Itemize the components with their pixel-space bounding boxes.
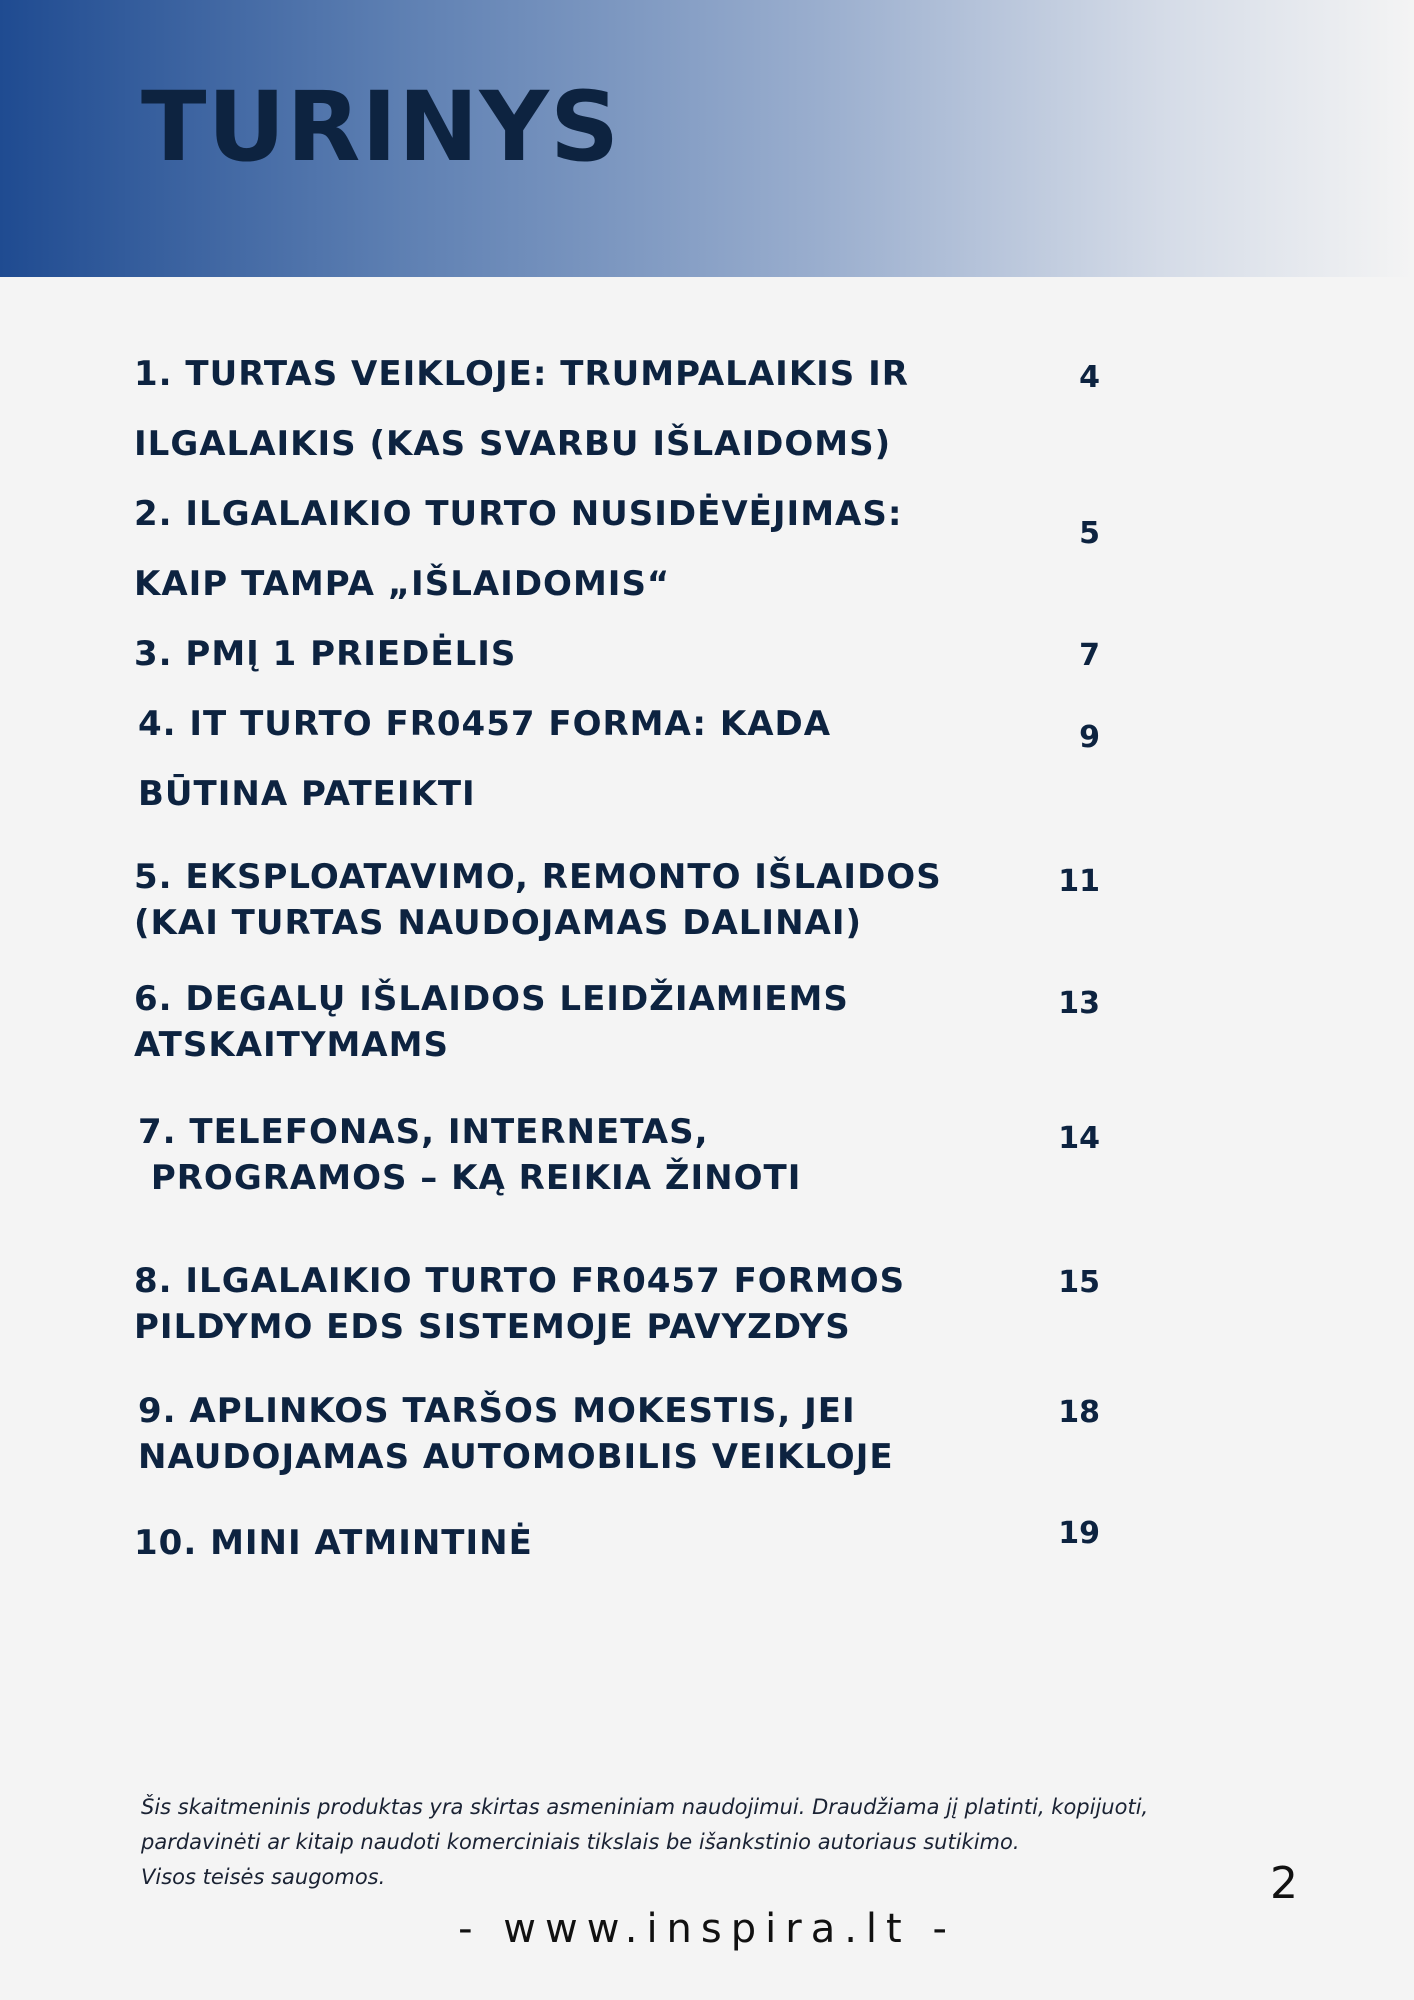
toc-page-number: 14	[1058, 1121, 1100, 1156]
toc-page-number: 4	[1079, 360, 1100, 395]
toc-entry-title: NAUDOJAMAS AUTOMOBILIS VEIKLOJE	[138, 1437, 894, 1477]
disclaimer-line: Visos teisės saugomos.	[141, 1865, 386, 1889]
toc-page-number: 9	[1079, 720, 1100, 755]
toc-page-number: 5	[1079, 516, 1100, 551]
toc-entry-title: 4. IT TURTO FR0457 FORMA: KADA	[138, 704, 832, 744]
toc-entry-title: 10. MINI ATMINTINĖ	[134, 1523, 533, 1563]
toc-entry-title: ATSKAITYMAMS	[134, 1025, 449, 1065]
toc-page-number: 7	[1079, 638, 1100, 673]
toc-entry-title: 3. PMĮ 1 PRIEDĖLIS	[134, 634, 517, 674]
disclaimer-line: Šis skaitmeninis produktas yra skirtas asmeniniam naudojimui. Draudžiama jį platinti, kopijuoti,	[141, 1795, 1149, 1819]
toc-entry-title: 5. EKSPLOATAVIMO, REMONTO IŠLAIDOS	[134, 857, 942, 897]
disclaimer-line: pardavinėti ar kitaip naudoti komerciniais tikslais be išankstinio autoriaus sutikimo.	[141, 1830, 1020, 1854]
toc-entry-title: 7. TELEFONAS, INTERNETAS,	[138, 1112, 709, 1152]
toc-entry-title: PILDYMO EDS SISTEMOJE PAVYZDYS	[134, 1307, 851, 1347]
toc-entry-title: 1. TURTAS VEIKLOJE: TRUMPALAIKIS IR	[134, 354, 909, 394]
toc-page-number: 15	[1058, 1265, 1100, 1300]
page-title: TURINYS	[141, 71, 621, 183]
copyright-disclaimer	[141, 1790, 1261, 1895]
toc-entry-title: 2. ILGALAIKIO TURTO NUSIDĖVĖJIMAS:	[134, 494, 903, 534]
toc-entry-title: 8. ILGALAIKIO TURTO FR0457 FORMOS	[134, 1261, 906, 1301]
toc-entry-title: KAIP TAMPA „IŠLAIDOMIS“	[134, 564, 671, 604]
toc-page-number: 19	[1058, 1516, 1100, 1551]
toc-page-number: 18	[1058, 1395, 1100, 1430]
toc-page-number: 13	[1058, 986, 1100, 1021]
toc-entry-title: PROGRAMOS – KĄ REIKIA ŽINOTI	[138, 1158, 802, 1198]
toc-page-number: 11	[1058, 864, 1100, 899]
toc-entry-title: BŪTINA PATEIKTI	[138, 774, 476, 814]
toc-entry-title: (KAI TURTAS NAUDOJAMAS DALINAI)	[134, 903, 863, 943]
toc-entry-title: 9. APLINKOS TARŠOS MOKESTIS, JEI	[138, 1391, 856, 1431]
toc-entry-title: 6. DEGALŲ IŠLAIDOS LEIDŽIAMIEMS	[134, 979, 849, 1019]
website-url[interactable]: - www.inspira.lt -	[458, 1906, 956, 1952]
page-number: 2	[1270, 1858, 1298, 1909]
toc-entry-title: ILGALAIKIS (KAS SVARBU IŠLAIDOMS)	[134, 424, 892, 464]
